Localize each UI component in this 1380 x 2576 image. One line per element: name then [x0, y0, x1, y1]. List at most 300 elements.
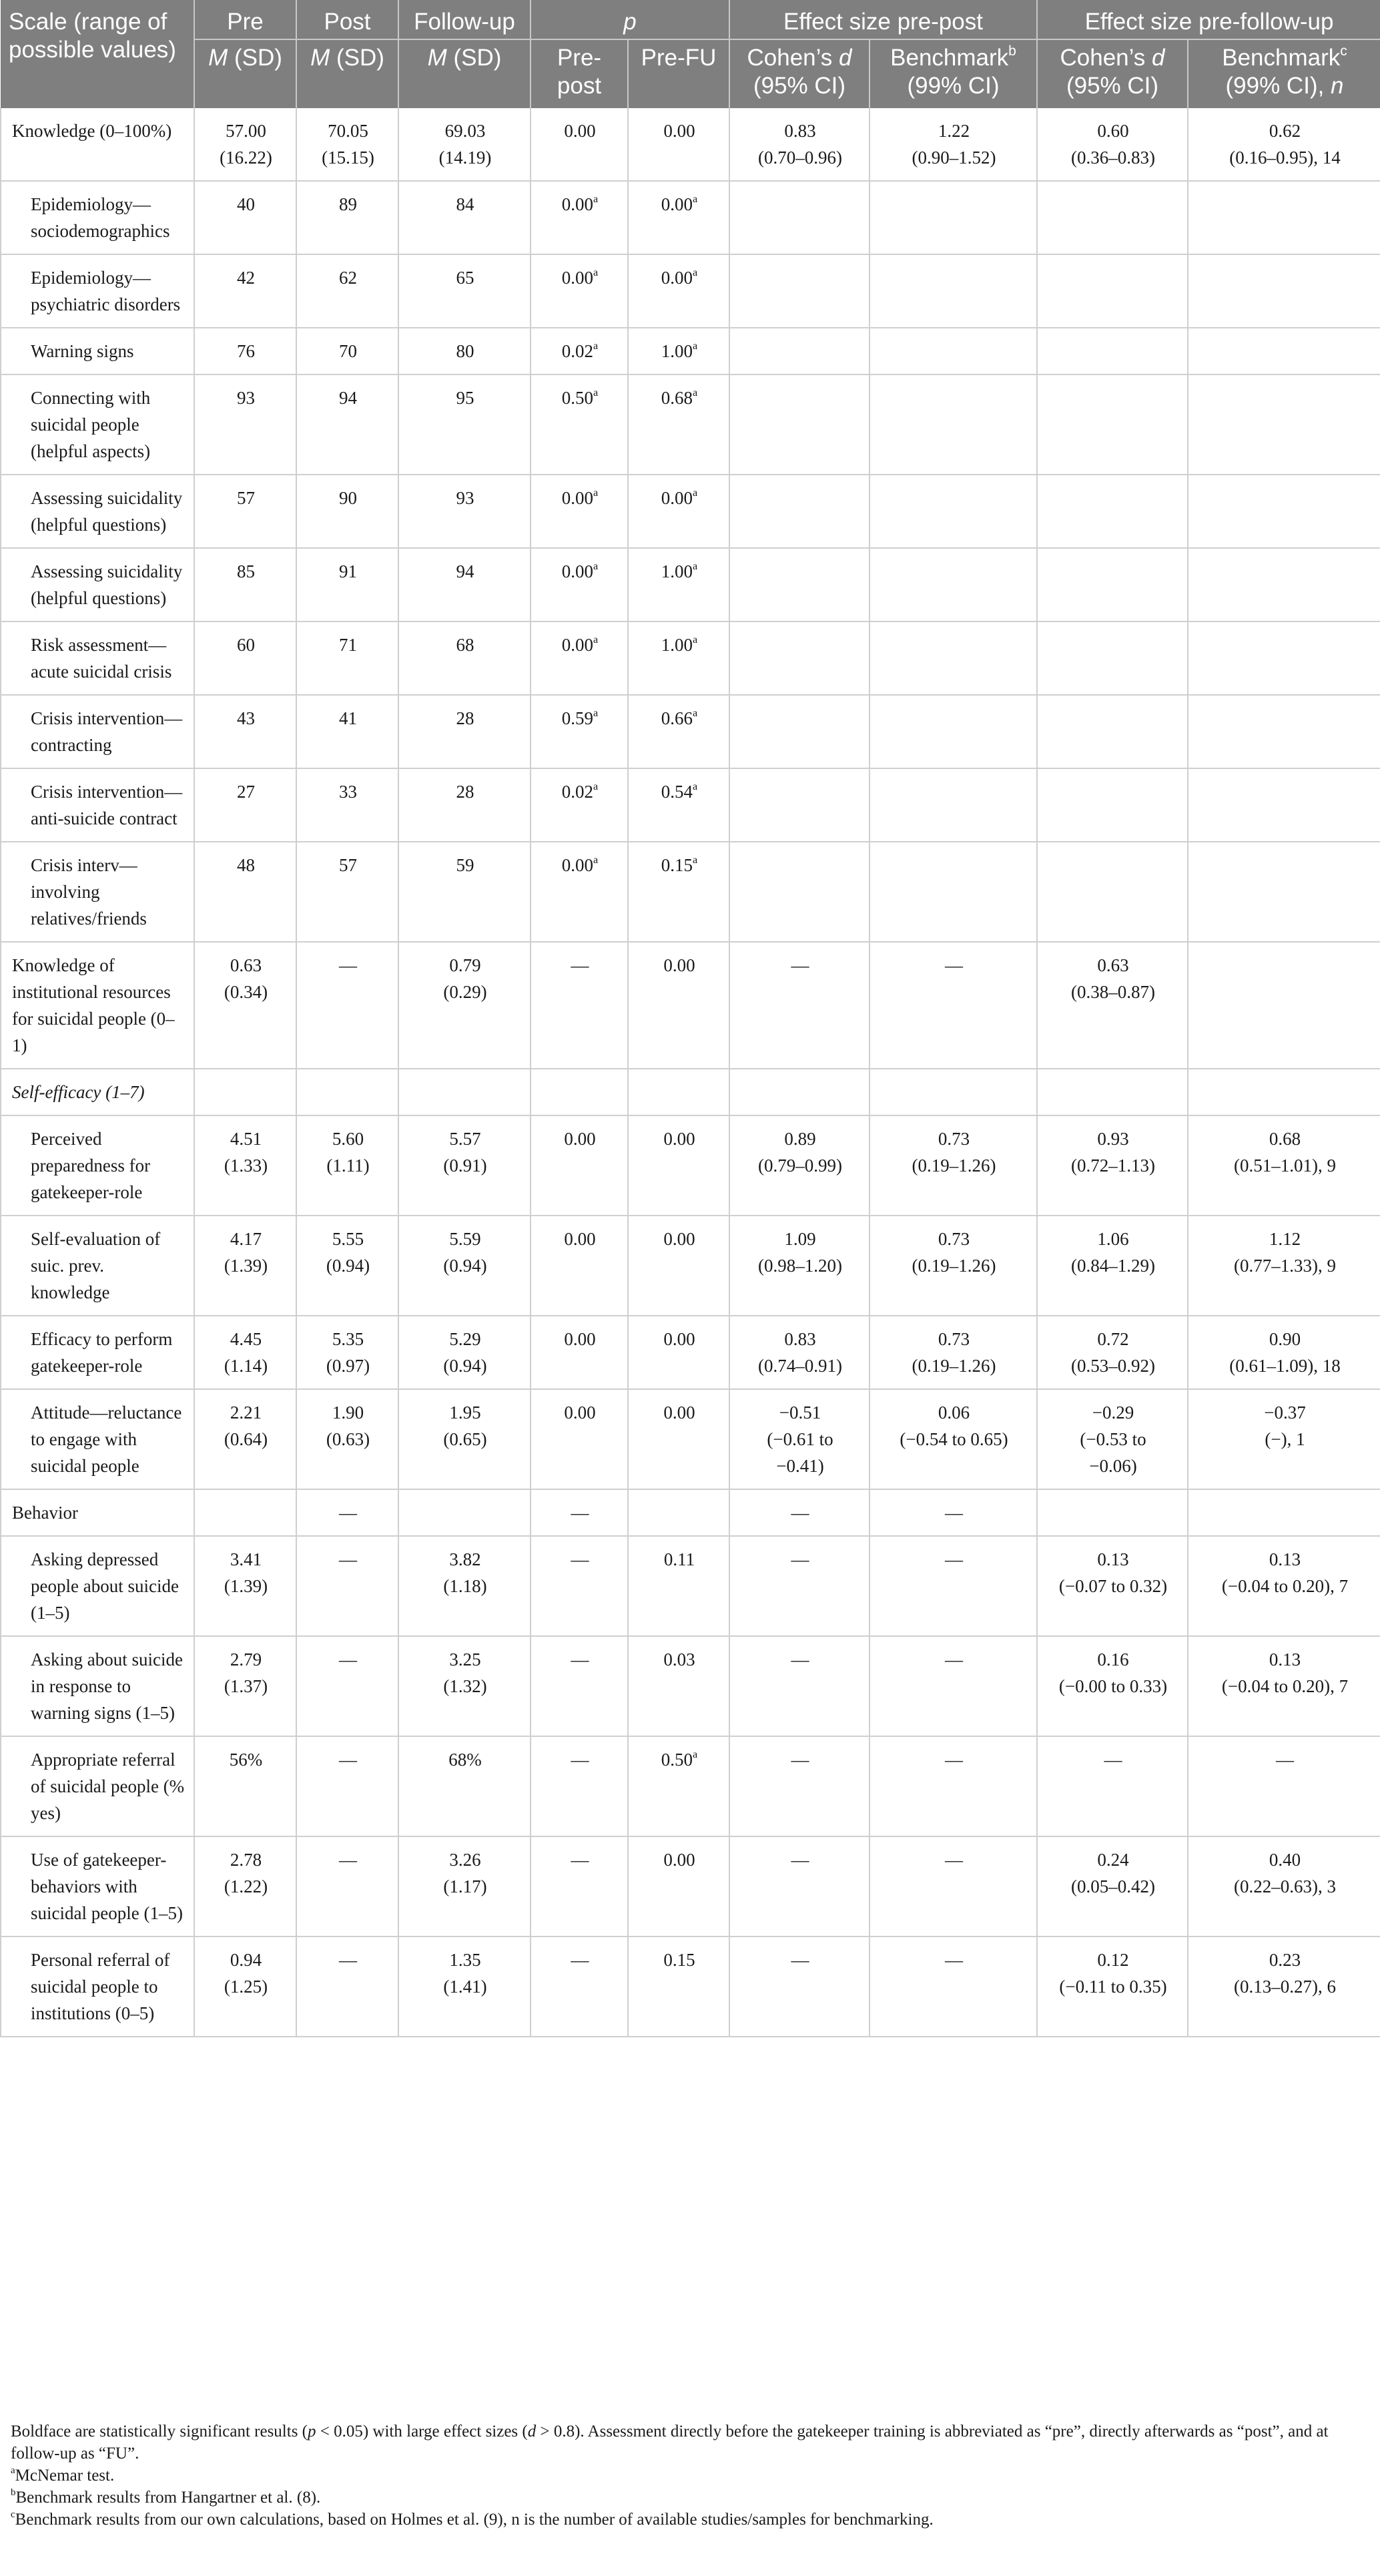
cell-cohens-d-pre-fu [1037, 1536, 1188, 1636]
cell-p-pre-post [531, 254, 628, 328]
scale-label: Efficacy to perform gatekeeper-role [31, 1329, 173, 1376]
cell-value: 33 [339, 782, 357, 802]
cell-cohens-d-pre-post [729, 1836, 870, 1937]
cell-cohens-d-pre-post [729, 695, 870, 768]
cell-cohens-d-pre-fu [1037, 475, 1188, 548]
cell-value: 5.35 [332, 1329, 364, 1349]
footnote-text: < 0.05) with large effect sizes ( [316, 2422, 528, 2440]
cell-scale [1, 768, 194, 842]
cell-value: 68 [456, 635, 474, 655]
table-row [1, 374, 1380, 475]
cell-detail: (0.79–0.99) [758, 1155, 842, 1176]
cell-value: 0.63 [1097, 955, 1129, 975]
cell-value: 0.13 [1097, 1549, 1129, 1569]
cell-value: — [945, 1850, 963, 1870]
footnote-a [11, 2465, 1369, 2487]
cell-benchmark-pre-post [870, 768, 1037, 842]
cell-value: 0.12 [1097, 1950, 1129, 1970]
cell-post [296, 1069, 398, 1115]
cell-post [296, 328, 398, 374]
cell-detail: (−0.53 to [1080, 1429, 1146, 1449]
footnote-d-symbol: d [527, 2422, 537, 2440]
subhead-m-label: M [208, 45, 228, 71]
cell-value: 57 [339, 855, 357, 875]
table-row [1, 695, 1380, 768]
footnote-marker: c [11, 2509, 15, 2521]
cell-detail: (0.16–0.95), 14 [1229, 148, 1341, 168]
cell-value: 3.82 [449, 1549, 481, 1569]
cell-value: 1.12 [1269, 1229, 1301, 1249]
cell-scale [1, 1389, 194, 1489]
cell-value: — [571, 1649, 589, 1669]
cell-detail: (−0.04 to 0.20), 7 [1221, 1576, 1349, 1596]
scale-label: Perceived preparedness for gatekeeper-role [31, 1129, 151, 1202]
cell-pre [194, 548, 296, 621]
cell-value: 0.40 [1269, 1850, 1301, 1870]
cell-cohens-d-pre-fu [1037, 1736, 1188, 1836]
cell-followup [398, 1736, 531, 1836]
col-pre-label: Pre [227, 9, 264, 35]
cell-value: 1.00 [661, 341, 693, 361]
cell-pre [194, 1937, 296, 2037]
cell-value: 0.24 [1097, 1850, 1129, 1870]
header-row-top [1, 0, 1380, 39]
cell-followup [398, 1937, 531, 2037]
scale-label: Knowledge of institutional resources for suicidal people (0–1) [12, 955, 175, 1055]
cell-detail: (0.19–1.26) [912, 1155, 996, 1176]
cell-value: 0.00 [661, 194, 693, 214]
table-row [1, 1389, 1380, 1489]
cell-pre [194, 1536, 296, 1636]
cell-pre [194, 181, 296, 254]
cell-value: 94 [339, 388, 357, 408]
cell-value: 60 [237, 635, 255, 655]
cell-pre [194, 842, 296, 942]
cell-cohens-d-pre-post [729, 1536, 870, 1636]
scale-label: Asking about suicide in response to warning signs (1–5) [31, 1649, 183, 1723]
cell-detail: (0.29) [443, 982, 487, 1002]
cell-value: — [945, 1503, 963, 1523]
cell-scale [1, 548, 194, 621]
cell-value: 5.60 [332, 1129, 364, 1149]
cell-detail: (0.19–1.26) [912, 1256, 996, 1276]
cell-benchmark-pre-post [870, 254, 1037, 328]
cell-value: −0.29 [1092, 1402, 1134, 1423]
cell-detail: −0.41) [776, 1456, 824, 1476]
cell-cohens-d-pre-post [729, 108, 870, 181]
cell-p-pre-post [531, 942, 628, 1069]
cell-cohens-d-pre-post [729, 768, 870, 842]
scale-label: Personal referral of suicidal people to institutions (0–5) [31, 1950, 170, 2023]
cell-value: 28 [456, 708, 474, 728]
cell-cohens-d-pre-fu [1037, 1489, 1188, 1536]
cell-detail: (0.34) [224, 982, 268, 1002]
cell-pre [194, 328, 296, 374]
scale-label: Epidemiology—sociodemographics [31, 194, 170, 241]
cell-p-pre-fu [628, 328, 729, 374]
cell-value: 0.00 [561, 488, 594, 508]
cell-value: — [945, 1549, 963, 1569]
subhead-pre-post [531, 39, 628, 108]
col-followup-header [398, 0, 531, 39]
cell-p-pre-fu [628, 842, 729, 942]
cell-benchmark-pre-post [870, 1316, 1037, 1389]
cell-value: 0.00 [661, 488, 693, 508]
table-row [1, 942, 1380, 1069]
cell-followup [398, 1216, 531, 1316]
footnote-general [11, 2420, 1369, 2465]
cell-value: 41 [339, 708, 357, 728]
cell-value: 4.17 [230, 1229, 262, 1249]
cell-followup [398, 942, 531, 1069]
cell-value: 0.90 [1269, 1329, 1301, 1349]
scale-label: Self-efficacy (1–7) [12, 1082, 145, 1102]
cell-value: 84 [456, 194, 474, 214]
cell-detail: (0.05–0.42) [1071, 1876, 1155, 1896]
cell-cohens-d-pre-fu [1037, 1316, 1188, 1389]
cell-followup [398, 328, 531, 374]
cell-p-pre-fu [628, 1636, 729, 1736]
table-row [1, 1536, 1380, 1636]
cell-followup [398, 1389, 531, 1489]
footnote-marker: a [593, 854, 599, 866]
cell-post [296, 695, 398, 768]
cell-post [296, 181, 398, 254]
cell-cohens-d-pre-fu [1037, 942, 1188, 1069]
subhead-sd-label: (SD) [234, 45, 282, 71]
cell-cohens-d-pre-post [729, 548, 870, 621]
cell-detail: (16.22) [220, 148, 272, 168]
cell-value: 5.57 [449, 1129, 481, 1149]
cell-benchmark-pre-post [870, 1389, 1037, 1489]
cell-benchmark-pre-fu [1188, 475, 1380, 548]
cell-p-pre-post [531, 1489, 628, 1536]
cell-followup [398, 1115, 531, 1216]
cell-followup [398, 108, 531, 181]
cell-benchmark-pre-fu [1188, 1389, 1380, 1489]
cell-value: — [791, 1649, 809, 1669]
cell-p-pre-fu [628, 942, 729, 1069]
cell-p-pre-post [531, 1536, 628, 1636]
cell-value: 0.00 [564, 121, 596, 141]
cell-value: 43 [237, 708, 255, 728]
cell-value: 0.03 [663, 1649, 695, 1669]
cell-pre [194, 254, 296, 328]
cell-detail: (1.11) [326, 1155, 370, 1176]
cell-detail: (1.41) [443, 1977, 487, 1997]
cell-benchmark-pre-fu [1188, 1937, 1380, 2037]
cell-detail: (15.15) [322, 148, 374, 168]
cell-value: 90 [339, 488, 357, 508]
footnote-marker: a [593, 780, 599, 793]
cell-value: — [571, 1503, 589, 1523]
cell-value: 0.50 [561, 388, 594, 408]
footnote-marker: a [593, 487, 599, 499]
cell-value: 0.00 [564, 1402, 596, 1423]
cell-value: — [571, 1750, 589, 1770]
cell-cohens-d-pre-fu [1037, 1389, 1188, 1489]
cell-p-pre-post [531, 1836, 628, 1937]
cell-cohens-d-pre-fu [1037, 181, 1188, 254]
cell-detail: (1.37) [224, 1676, 268, 1696]
cell-benchmark-pre-fu [1188, 1115, 1380, 1216]
subhead-cohens-d-pp [729, 39, 870, 108]
table-row [1, 1736, 1380, 1836]
cell-cohens-d-pre-post [729, 1216, 870, 1316]
cell-value: 0.59 [561, 708, 594, 728]
cell-followup [398, 475, 531, 548]
cell-value: — [571, 1950, 589, 1970]
cell-followup [398, 768, 531, 842]
cell-benchmark-pre-fu [1188, 1316, 1380, 1389]
cell-value: 56% [229, 1750, 263, 1770]
subhead-d-label: d [839, 45, 852, 71]
cell-p-pre-post [531, 695, 628, 768]
cell-value: 85 [237, 561, 255, 581]
cell-scale [1, 942, 194, 1069]
cell-detail: (−0.54 to 0.65) [900, 1429, 1008, 1449]
cell-detail: (−0.11 to 0.35) [1059, 1977, 1167, 1997]
cell-scale [1, 695, 194, 768]
cell-detail: (0.84–1.29) [1071, 1256, 1155, 1276]
cell-value: 5.59 [449, 1229, 481, 1249]
cell-value: 0.15 [663, 1950, 695, 1970]
scale-label: Risk assessment—acute suicidal crisis [31, 635, 172, 682]
footnote-p-symbol: p [308, 2422, 316, 2440]
table-row [1, 1115, 1380, 1216]
cell-followup [398, 1316, 531, 1389]
cell-cohens-d-pre-fu [1037, 1069, 1188, 1115]
scale-label: Behavior [12, 1503, 78, 1523]
cell-value: 1.06 [1097, 1229, 1129, 1249]
cell-value: 69.03 [444, 121, 486, 141]
cell-detail: (1.25) [224, 1977, 268, 1997]
cell-scale [1, 1069, 194, 1115]
cell-value: 0.00 [561, 561, 594, 581]
cell-detail: (1.32) [443, 1676, 487, 1696]
scale-label: Assessing suicidality (helpful questions) [31, 488, 183, 535]
footnote-marker: a [593, 633, 599, 646]
cell-cohens-d-pre-post [729, 842, 870, 942]
cell-p-pre-post [531, 1316, 628, 1389]
cell-detail: (1.18) [443, 1576, 487, 1596]
cell-post [296, 548, 398, 621]
cell-followup [398, 1536, 531, 1636]
section-row [1, 1069, 1380, 1115]
cell-p-pre-fu [628, 1736, 729, 1836]
cell-value: 0.63 [230, 955, 262, 975]
cell-detail: (0.70–0.96) [758, 148, 842, 168]
cell-p-pre-post [531, 374, 628, 475]
cell-scale [1, 1216, 194, 1316]
subhead-sd-label: (SD) [336, 45, 384, 71]
cell-p-pre-fu [628, 548, 729, 621]
cell-pre [194, 1389, 296, 1489]
table-row [1, 1316, 1380, 1389]
cell-value: — [1276, 1750, 1294, 1770]
table-body [1, 108, 1380, 2037]
subhead-pre-fu [628, 39, 729, 108]
cell-detail: (0.22–0.63), 3 [1234, 1876, 1336, 1896]
scale-label: Crisis intervention—anti-suicide contract [31, 782, 183, 828]
cell-pre [194, 1636, 296, 1736]
cell-p-pre-fu [628, 1216, 729, 1316]
scale-label: Assessing suicidality (helpful questions) [31, 561, 183, 608]
cell-value: — [339, 1850, 357, 1870]
cell-value: 1.00 [661, 561, 693, 581]
cell-value: 0.73 [938, 1129, 970, 1149]
subhead-m-label: M [310, 45, 330, 71]
table-row [1, 1636, 1380, 1736]
cell-post [296, 768, 398, 842]
cell-post [296, 1736, 398, 1836]
cell-post [296, 1489, 398, 1536]
cell-value: 57.00 [226, 121, 266, 141]
cell-value: 0.89 [784, 1129, 816, 1149]
cell-value: 0.72 [1097, 1329, 1129, 1349]
cell-post [296, 108, 398, 181]
cell-value: — [791, 1503, 809, 1523]
subhead-benchmark-label: Benchmark [890, 45, 1009, 71]
subhead-sd-label: (SD) [453, 45, 502, 71]
cell-benchmark-pre-post [870, 1489, 1037, 1536]
cell-detail: (0.91) [443, 1155, 487, 1176]
table-row [1, 475, 1380, 548]
cell-benchmark-pre-fu [1188, 328, 1380, 374]
cell-value: 0.02 [561, 782, 594, 802]
cell-value: 68% [448, 1750, 482, 1770]
cell-value: 0.50 [661, 1750, 693, 1770]
col-scale-header [1, 0, 194, 108]
cell-benchmark-pre-post [870, 374, 1037, 475]
cell-value: −0.51 [779, 1402, 821, 1423]
cell-benchmark-pre-post [870, 1636, 1037, 1736]
footnote-text: McNemar test. [15, 2467, 115, 2485]
col-es-prepost-header [729, 0, 1037, 39]
cell-benchmark-pre-post [870, 695, 1037, 768]
cell-detail: (1.22) [224, 1876, 268, 1896]
cell-p-pre-fu [628, 695, 729, 768]
footnote-c [11, 2509, 1369, 2531]
cell-post [296, 842, 398, 942]
subhead-cohens-label: Cohen’s [747, 45, 839, 71]
table-row [1, 842, 1380, 942]
cell-benchmark-pre-post [870, 842, 1037, 942]
cell-pre [194, 1216, 296, 1316]
cell-followup [398, 621, 531, 695]
footnote-marker: a [693, 854, 698, 866]
cell-detail: (−0.61 to [767, 1429, 833, 1449]
scale-label: Connecting with suicidal people (helpful aspects) [31, 388, 151, 461]
table-row [1, 328, 1380, 374]
cell-value: 57 [237, 488, 255, 508]
cell-scale [1, 1836, 194, 1937]
cell-cohens-d-pre-post [729, 1937, 870, 2037]
cell-pre [194, 695, 296, 768]
cell-post [296, 1536, 398, 1636]
cell-benchmark-pre-post [870, 328, 1037, 374]
cell-value: 3.25 [449, 1649, 481, 1669]
table-row [1, 1489, 1380, 1536]
col-post-label: Post [324, 9, 371, 35]
cell-cohens-d-pre-post [729, 475, 870, 548]
cell-post [296, 1636, 398, 1736]
cell-detail: (0.63) [326, 1429, 370, 1449]
cell-p-pre-fu [628, 1489, 729, 1536]
cell-benchmark-pre-fu [1188, 1536, 1380, 1636]
col-pre-header [194, 0, 296, 39]
cell-detail: (0.94) [443, 1356, 487, 1376]
cell-p-pre-post [531, 621, 628, 695]
footnote-marker: a [693, 1748, 698, 1761]
cell-value: 0.73 [938, 1329, 970, 1349]
cell-value: — [339, 1750, 357, 1770]
cell-value: 95 [456, 388, 474, 408]
cell-value: 0.68 [661, 388, 693, 408]
col-es-prefu-label: Effect size pre-follow-up [1084, 9, 1334, 35]
table-row [1, 254, 1380, 328]
cell-value: 0.00 [561, 194, 594, 214]
cell-value: 1.00 [661, 635, 693, 655]
col-followup-label: Follow-up [414, 9, 515, 35]
cell-detail: (0.94) [443, 1256, 487, 1276]
cell-benchmark-pre-post [870, 548, 1037, 621]
cell-value: 0.00 [663, 1402, 695, 1423]
cell-followup [398, 1636, 531, 1736]
cell-detail: (0.74–0.91) [758, 1356, 842, 1376]
cell-cohens-d-pre-fu [1037, 1636, 1188, 1736]
scale-label: Crisis intervention—contracting [31, 708, 183, 755]
cell-p-pre-fu [628, 1316, 729, 1389]
cell-benchmark-pre-fu [1188, 842, 1380, 942]
cell-p-pre-post [531, 328, 628, 374]
cell-value: — [339, 1549, 357, 1569]
col-post-header [296, 0, 398, 39]
cell-detail: (0.97) [326, 1356, 370, 1376]
cell-benchmark-pre-post [870, 108, 1037, 181]
table-row [1, 1216, 1380, 1316]
cell-value: 0.15 [661, 855, 693, 875]
cell-scale [1, 1489, 194, 1536]
cell-p-pre-post [531, 108, 628, 181]
cell-cohens-d-pre-fu [1037, 1937, 1188, 2037]
cell-followup [398, 254, 531, 328]
cell-benchmark-pre-post [870, 1937, 1037, 2037]
scale-label: Attitude—reluctance to engage with suicidal people [31, 1402, 182, 1476]
subhead-ci99-label: (99% CI) [907, 73, 1000, 99]
footnote-marker: a [693, 387, 698, 399]
cell-cohens-d-pre-post [729, 1489, 870, 1536]
cell-detail: (1.14) [224, 1356, 268, 1376]
scale-label: Use of gatekeeper-behaviors with suicidal people (1–5) [31, 1850, 183, 1923]
cell-detail: (0.94) [326, 1256, 370, 1276]
cell-value: 93 [456, 488, 474, 508]
cell-detail: (0.65) [443, 1429, 487, 1449]
cell-cohens-d-pre-post [729, 1389, 870, 1489]
cell-value: — [945, 1750, 963, 1770]
cell-followup [398, 842, 531, 942]
col-es-prepost-label: Effect size pre-post [783, 9, 983, 35]
cell-value: 0.00 [564, 1129, 596, 1149]
cell-benchmark-pre-fu [1188, 1736, 1380, 1836]
footnote-text: Benchmark results from Hangartner et al. (8). [15, 2489, 321, 2507]
subhead-pre-fu-label: Pre-FU [641, 45, 717, 71]
cell-value: 1.22 [938, 121, 970, 141]
cell-cohens-d-pre-post [729, 374, 870, 475]
cell-cohens-d-pre-fu [1037, 621, 1188, 695]
col-p-label: p [623, 9, 637, 35]
col-es-prefu-header [1037, 0, 1380, 39]
